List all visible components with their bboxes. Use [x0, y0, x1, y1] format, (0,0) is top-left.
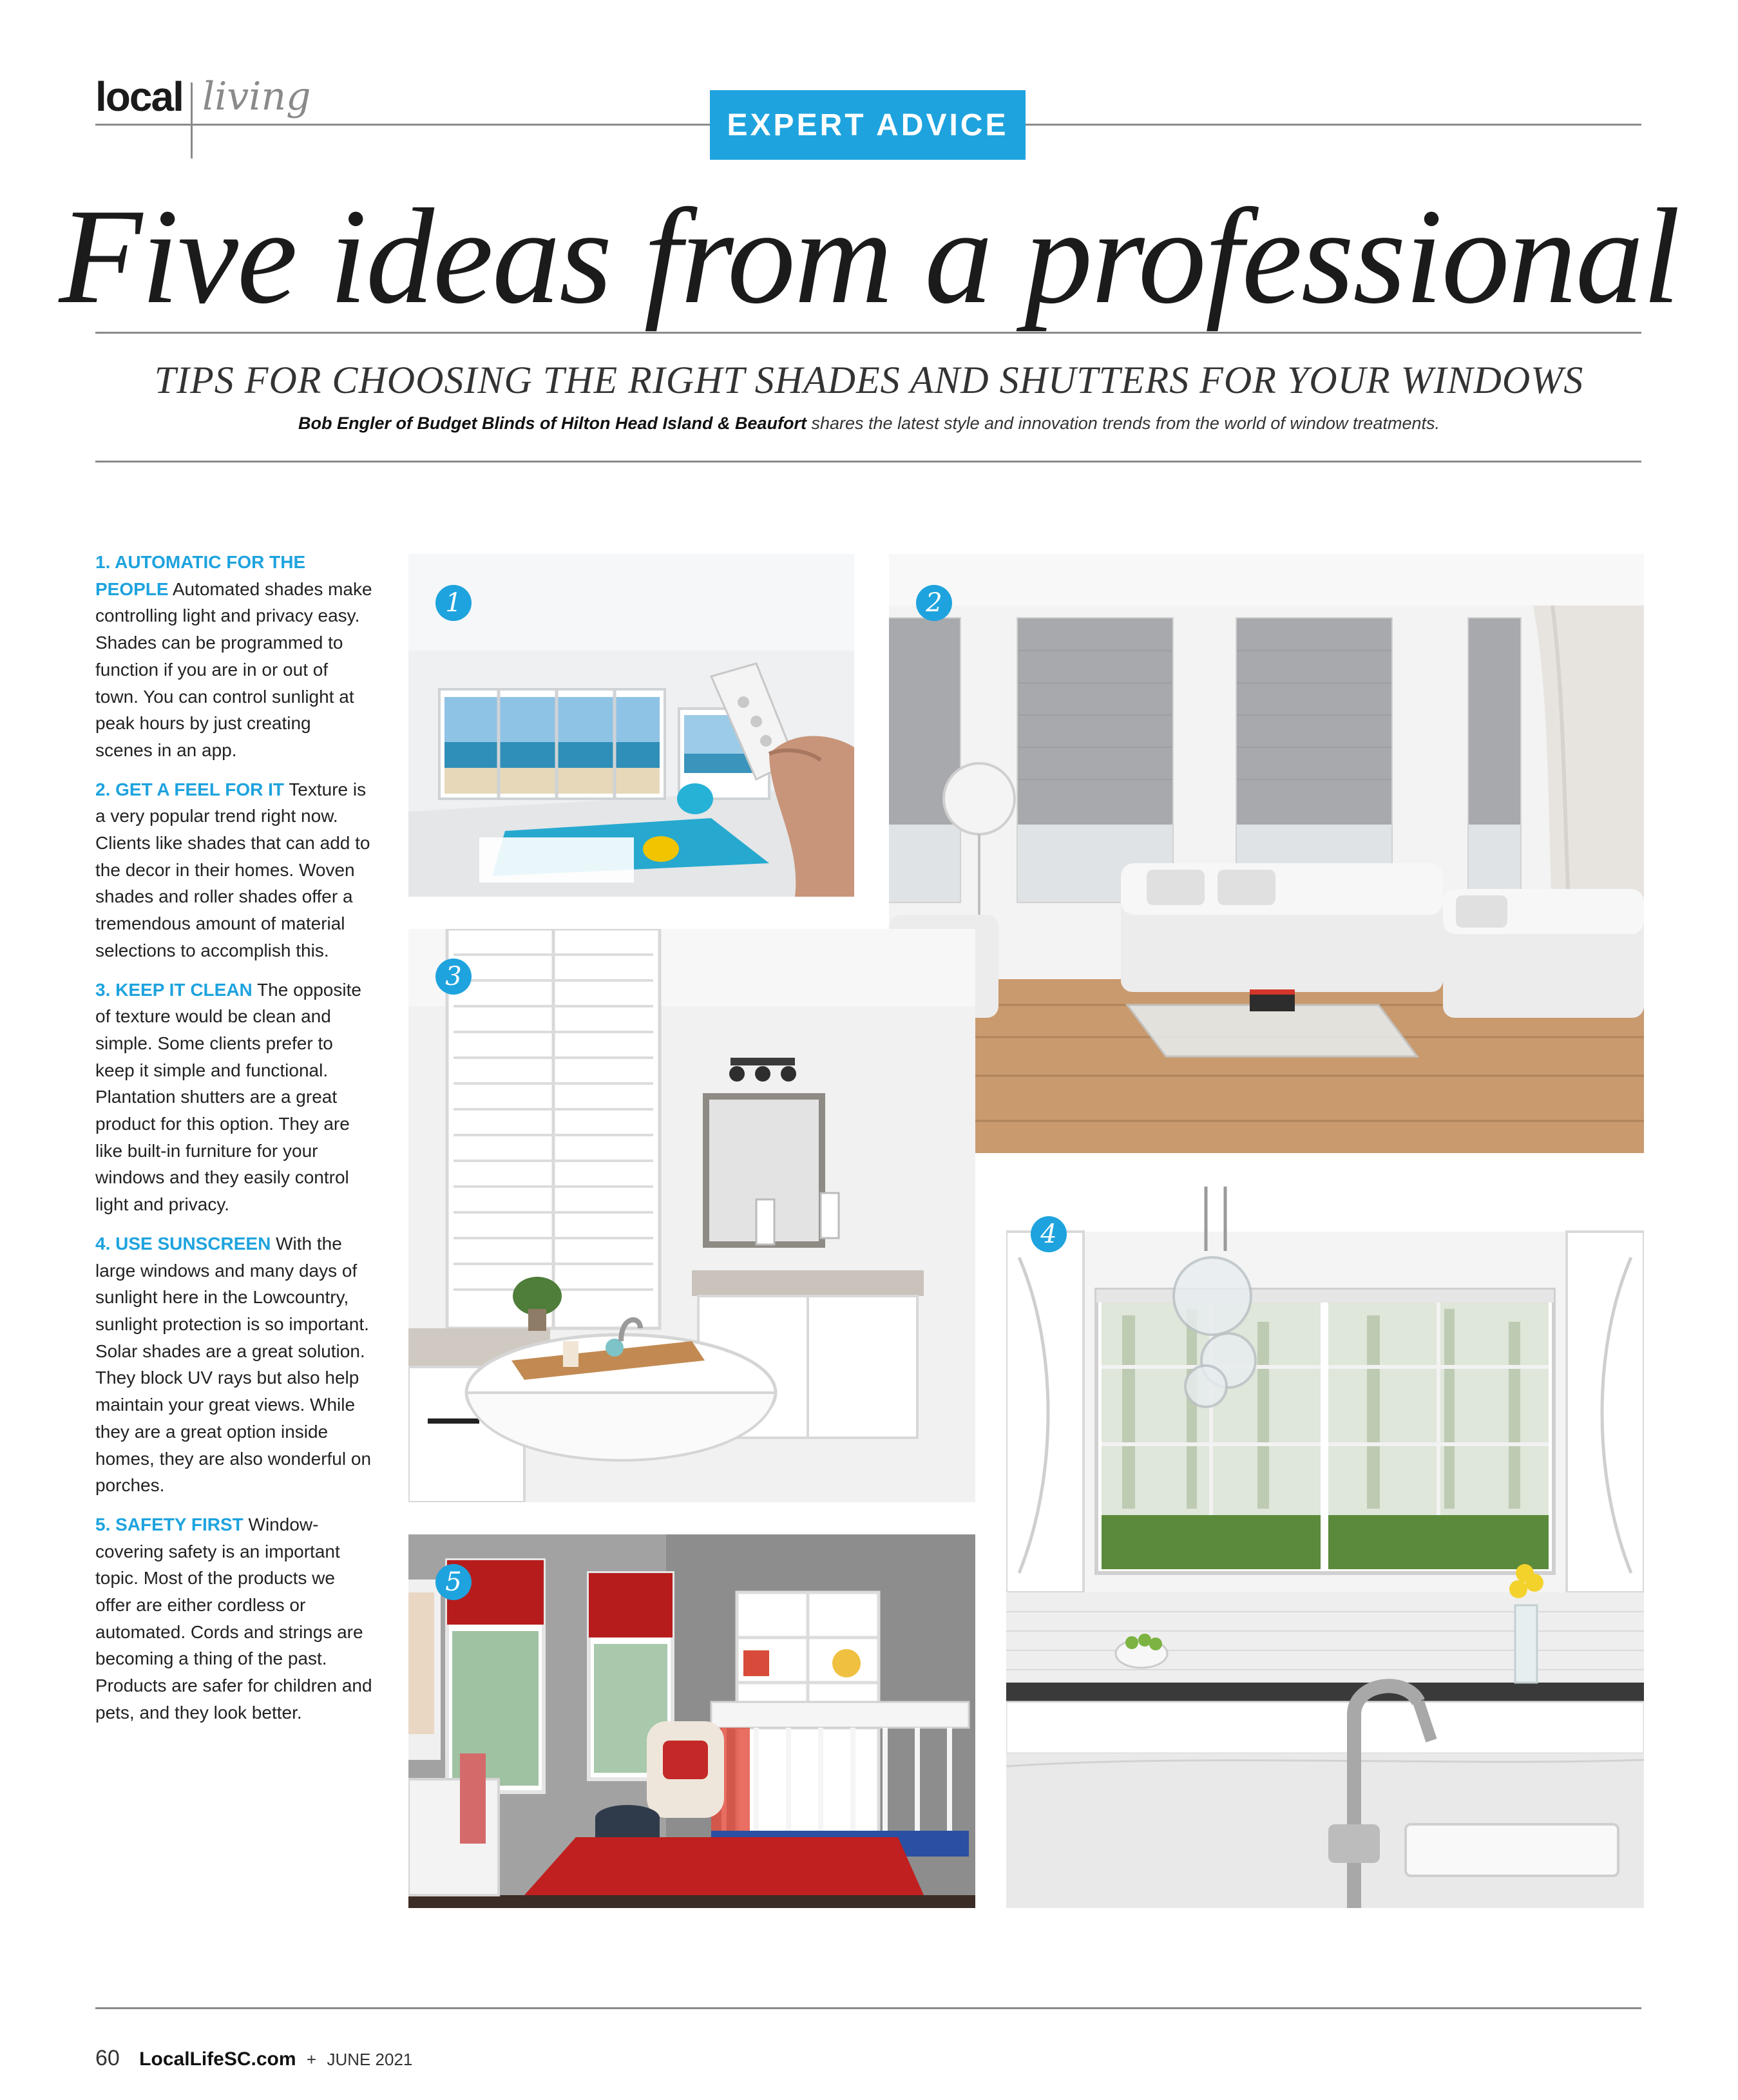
photo-number-badge: 1: [435, 585, 472, 621]
issue-date: JUNE 2021: [327, 2050, 413, 2069]
byline-rule: [95, 461, 1641, 463]
tip-title: 5. SAFETY FIRST: [95, 1514, 244, 1534]
tip-title: 1. AUTOMATIC FOR THE PEOPLE: [95, 552, 306, 599]
tip-5: [95, 1511, 372, 1726]
tip-body: Window-covering safety is an important topic. Most of the products we offer are either cordless or automated. Cords and strings are becoming a thing of the past. Products are safer for children and pets, and they look better.: [95, 1514, 372, 1723]
tip-title: 3. KEEP IT CLEAN: [95, 979, 253, 1000]
tips-column: [95, 549, 372, 1739]
tip-title: 4. USE SUNSCREEN: [95, 1233, 271, 1254]
tip-body: The opposite of texture would be clean and simple. Some clients prefer to keep it simple and functional. Plantation shutters are a great product for this option. They are like built-in furniture for your windows and they easily control light and privacy.: [95, 979, 361, 1215]
byline-text: shares the latest style and innovation trends from the world of window treatments.: [807, 414, 1440, 433]
tip-body: Automated shades make controlling light and privacy easy. Shades can be programmed to function if you are in or out of town. You can control sunlight at peak hours by just creating scenes in an app.: [95, 578, 372, 760]
byline-author: Bob Engler of Budget Blinds of Hilton Head Island & Beaufort: [298, 414, 807, 433]
page-number: 60: [95, 2046, 120, 2070]
footer-rule: [95, 2007, 1641, 2009]
photo-nursery-shades: [408, 1534, 975, 1908]
tip-body: Texture is a very popular trend right now. Clients like shades that can add to the decor in their homes. Woven shades and roller shades offer a tremendous amount of material selections to accomplish this.: [95, 779, 370, 960]
section-label-text: EXPERT ADVICE: [727, 108, 1009, 142]
photo-woven-shades: [889, 554, 1644, 1153]
page-title: Five ideas from a professional: [59, 180, 1679, 332]
brand-sub-logo: living: [202, 74, 311, 119]
tip-3: [95, 977, 372, 1218]
tip-body: With the large windows and many days of sunlight here in the Lowcountry, sunlight protection is so important. Solar shades are a great solution. They block UV rays but also help maintain your great views. While they are a great option inside homes, they are also wonderful on porches.: [95, 1233, 372, 1496]
tip-title: 2. GET A FEEL FOR IT: [95, 779, 284, 799]
byline: [0, 414, 1738, 434]
tip-1: [95, 549, 372, 764]
photo-plantation-shutters: [408, 929, 975, 1502]
footer-separator: +: [306, 2050, 317, 2069]
headline-rule: [95, 332, 1641, 334]
site-name: LocalLifeSC.com: [139, 2048, 296, 2070]
section-label: [710, 90, 1026, 160]
tip-4: [95, 1230, 372, 1499]
brand-logo: local: [95, 73, 183, 120]
tip-2: [95, 776, 372, 964]
logo-divider: [191, 82, 193, 158]
photo-number-badge: 3: [435, 959, 472, 995]
photo-number-badge: 4: [1031, 1216, 1067, 1252]
subhead: TIPS FOR CHOOSING THE RIGHT SHADES AND SHUTTERS FOR YOUR WINDOWS: [154, 359, 1584, 401]
photo-number-badge: 2: [916, 585, 952, 621]
photo-automated-shades: [408, 554, 854, 897]
photo-number-badge: 5: [435, 1564, 472, 1600]
photo-solar-shades: [1006, 1187, 1644, 1908]
footer: [95, 2046, 412, 2071]
